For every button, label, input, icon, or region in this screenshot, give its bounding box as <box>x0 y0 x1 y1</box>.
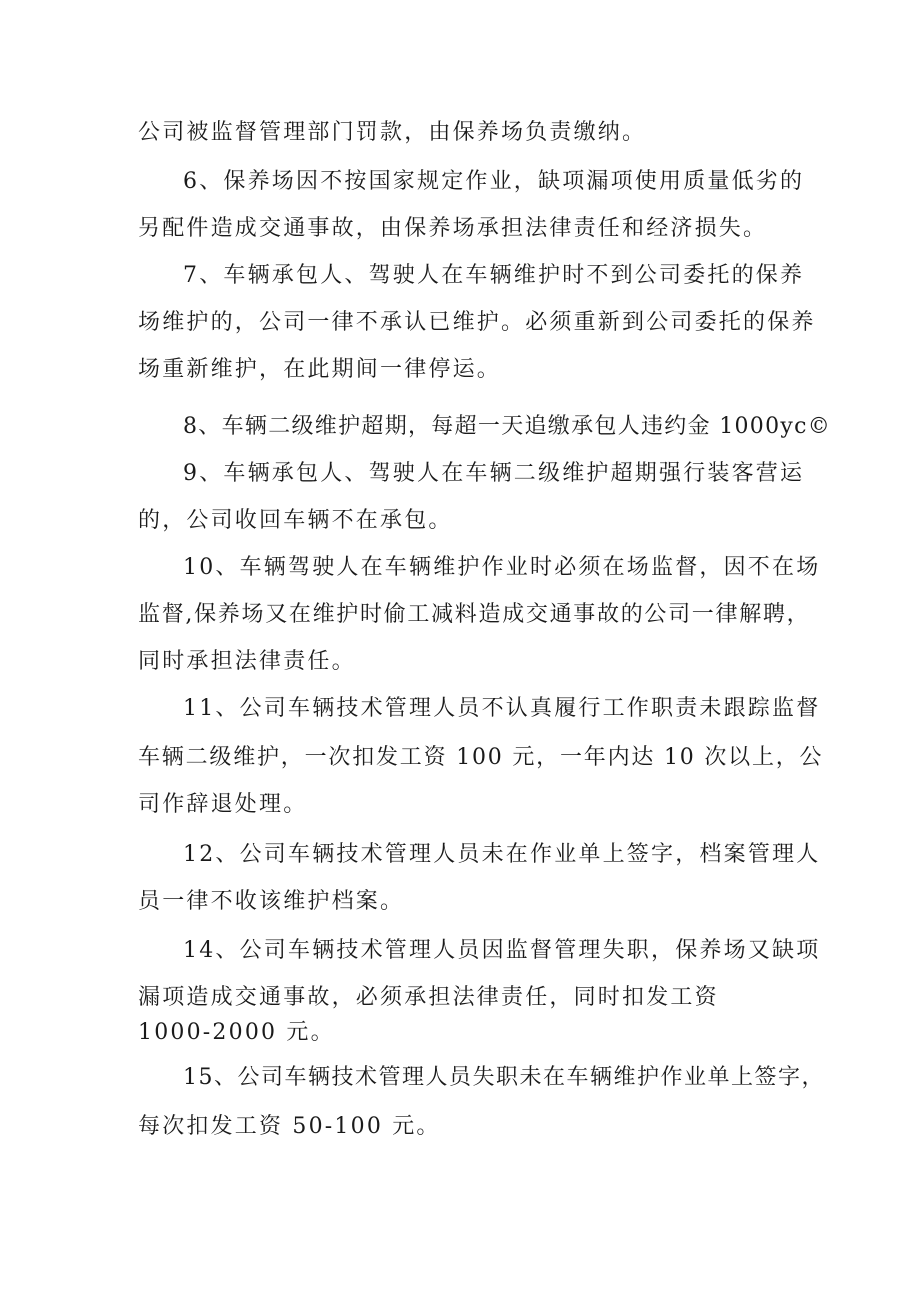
text-line: 漏项造成交通事故，必须承担法律责任，同时扣发工资 <box>138 985 719 1010</box>
text-line: 场重新维护，在此期间一律停运。 <box>138 357 502 382</box>
text-line: 公司被监督管理部门罚款，由保养场负责缴纳。 <box>138 120 647 145</box>
text-line: 监督,保养场又在维护时偷工减料造成交通事故的公司一律解聘， <box>138 602 811 627</box>
text-line: 10、车辆驾驶人在车辆维护作业时必须在场监督，因不在场 <box>183 555 821 580</box>
text-line: 7、车辆承包人、驾驶人在车辆维护时不到公司委托的保养 <box>183 263 805 288</box>
text-line: 同时承担法律责任。 <box>138 649 356 674</box>
text-line: 的，公司收回车辆不在承包。 <box>138 508 453 533</box>
text-line: 6、保养场因不按国家规定作业，缺项漏项使用质量低劣的 <box>183 169 805 194</box>
text-line: 司作辞退处理。 <box>138 792 308 817</box>
text-line: 15、公司车辆技术管理人员失职未在车辆维护作业单上签字， <box>183 1065 825 1090</box>
text-line: 1000-2000 元。 <box>138 1020 335 1045</box>
text-line: 场维护的，公司一律不承认已维护。必须重新到公司委托的保养 <box>138 310 816 335</box>
text-line: 11、公司车辆技术管理人员不认真履行工作职责未跟踪监督 <box>183 696 821 721</box>
text-line: 9、车辆承包人、驾驶人在车辆二级维护超期强行装客营运 <box>183 461 805 486</box>
text-line: 另配件造成交通事故，由保养场承担法律责任和经济损失。 <box>138 216 768 241</box>
text-line: 车辆二级维护，一次扣发工资 100 元，一年内达 10 次以上，公 <box>138 745 824 770</box>
text-line: 14、公司车辆技术管理人员因监督管理失职，保养场又缺项 <box>183 938 821 963</box>
text-line: 员一律不收该维护档案。 <box>138 889 405 914</box>
text-line: 12、公司车辆技术管理人员未在作业单上签字，档案管理人 <box>183 842 821 867</box>
text-line: 8、车辆二级维护超期，每超一天追缴承包人违约金 1000yc© <box>183 414 832 439</box>
text-line: 每次扣发工资 50-100 元。 <box>138 1114 441 1139</box>
